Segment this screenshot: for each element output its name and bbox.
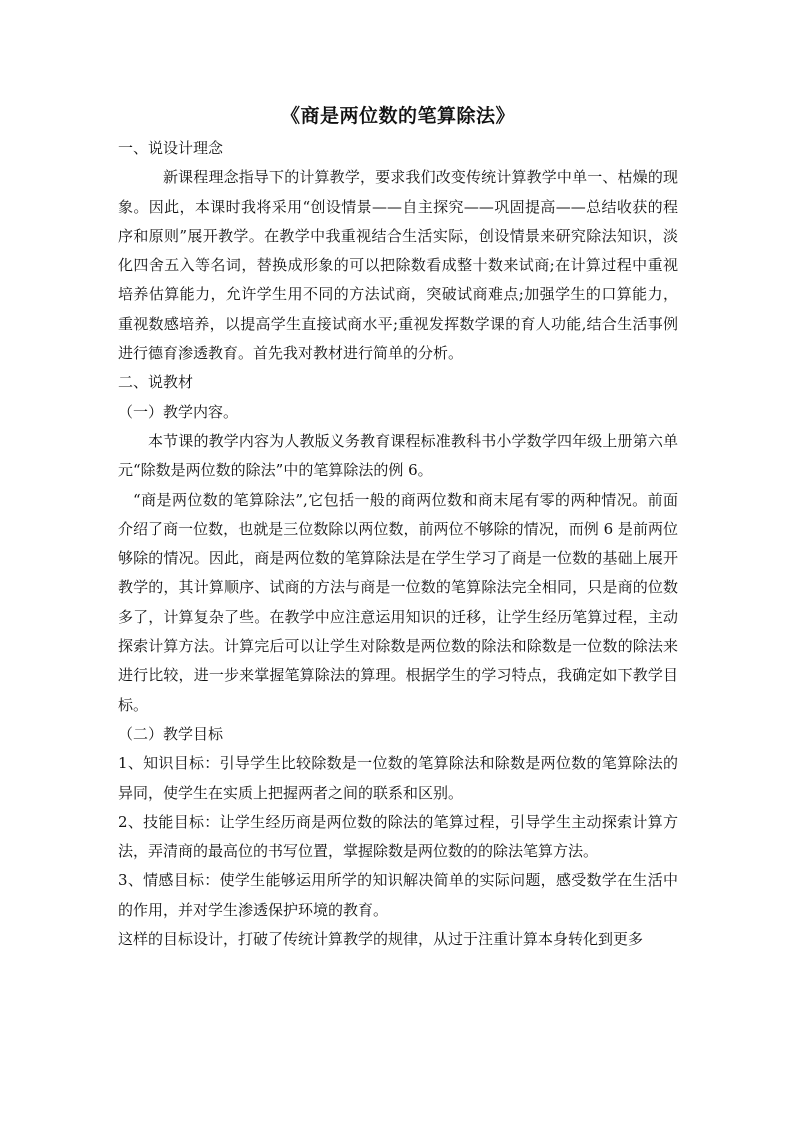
subsection-heading-content: （一）教学内容。	[118, 402, 239, 421]
subsection-heading-goals: （二）教学目标	[118, 724, 224, 743]
paragraph-design-concept: 新课程理念指导下的计算教学，要求我们改变传统计算教学中单一、枯燥的现象。因此，本课时我将采用“创设情景——自主探究——巩固提高——总结收获的程序和原则”展开教学。在教学中我重视结合生活实际，创设情景来研究除法知识，淡化四舍五入等名词，替换成形象的可以把除数看成整十数来试商;在计算过程中重视培养估算能力，允许学生用不同的方法试商，突破试商难点;加强学生的口算能力，重视数感培养，以提高学生直接试商水平;重视发挥数学课的育人功能,结合生活事例进行德育渗透教育。首先我对教材进行简单的分析。	[118, 168, 678, 363]
goal-knowledge: 1、知识目标：引导学生比较除数是一位数的笔算除法和除数是两位数的笔算除法的异同，使学生在实质上把握两者之间的联系和区别。	[118, 754, 678, 802]
document-title: 《商是两位数的笔算除法》	[280, 105, 515, 127]
paragraph-closing: 这样的目标设计，打破了传统计算教学的规律，从过于注重计算本身转化到更多	[118, 930, 644, 949]
section-heading-design-concept: 一、说设计理念	[118, 139, 224, 157]
goal-skill: 2、技能目标：让学生经历商是两位数的除法的笔算过程，引导学生主动探索计算方法，弄清商的最高位的书写位置，掌握除数是两位数的的除法笔算方法。	[118, 812, 678, 861]
document-body	[118, 102, 678, 954]
goal-emotion: 3、情感目标：使学生能够运用所学的知识解决简单的实际问题，感受数学在生活中的作用，并对学生渗透保护环境的教育。	[118, 871, 678, 919]
paragraph-lesson-analysis: “商是两位数的笔算除法”,它包括一般的商两位数和商末尾有零的两种情况。前面介绍了商一位数，也就是三位数除以两位数，前两位不够除的情况，而例 6 是前两位够除的情况。因此，商是两位数的笔算除法是在学生学习了商是一位数的基础上展开教学的，其计算顺序、试商的方法与商是一位数的笔算除法完全相同，只是商的位数多了，计算复杂了些。在教学中应注意运用知识的迁移，让学生经历笔算过程，主动探索计算方法。计算完后可以让学生对除数是两位数的除法和除数是一位数的除法来进行比较，进一步来掌握笔算除法的算理。根据学生的学习特点，我确定如下教学目标。	[118, 490, 678, 714]
section-heading-textbook: 二、说教材	[118, 373, 194, 392]
paragraph-teaching-content: 本节课的教学内容为人教版义务教育课程标准教科书小学数学四年级上册第六单元“除数是两位数的除法”中的笔算除法的例 6。	[118, 431, 678, 480]
